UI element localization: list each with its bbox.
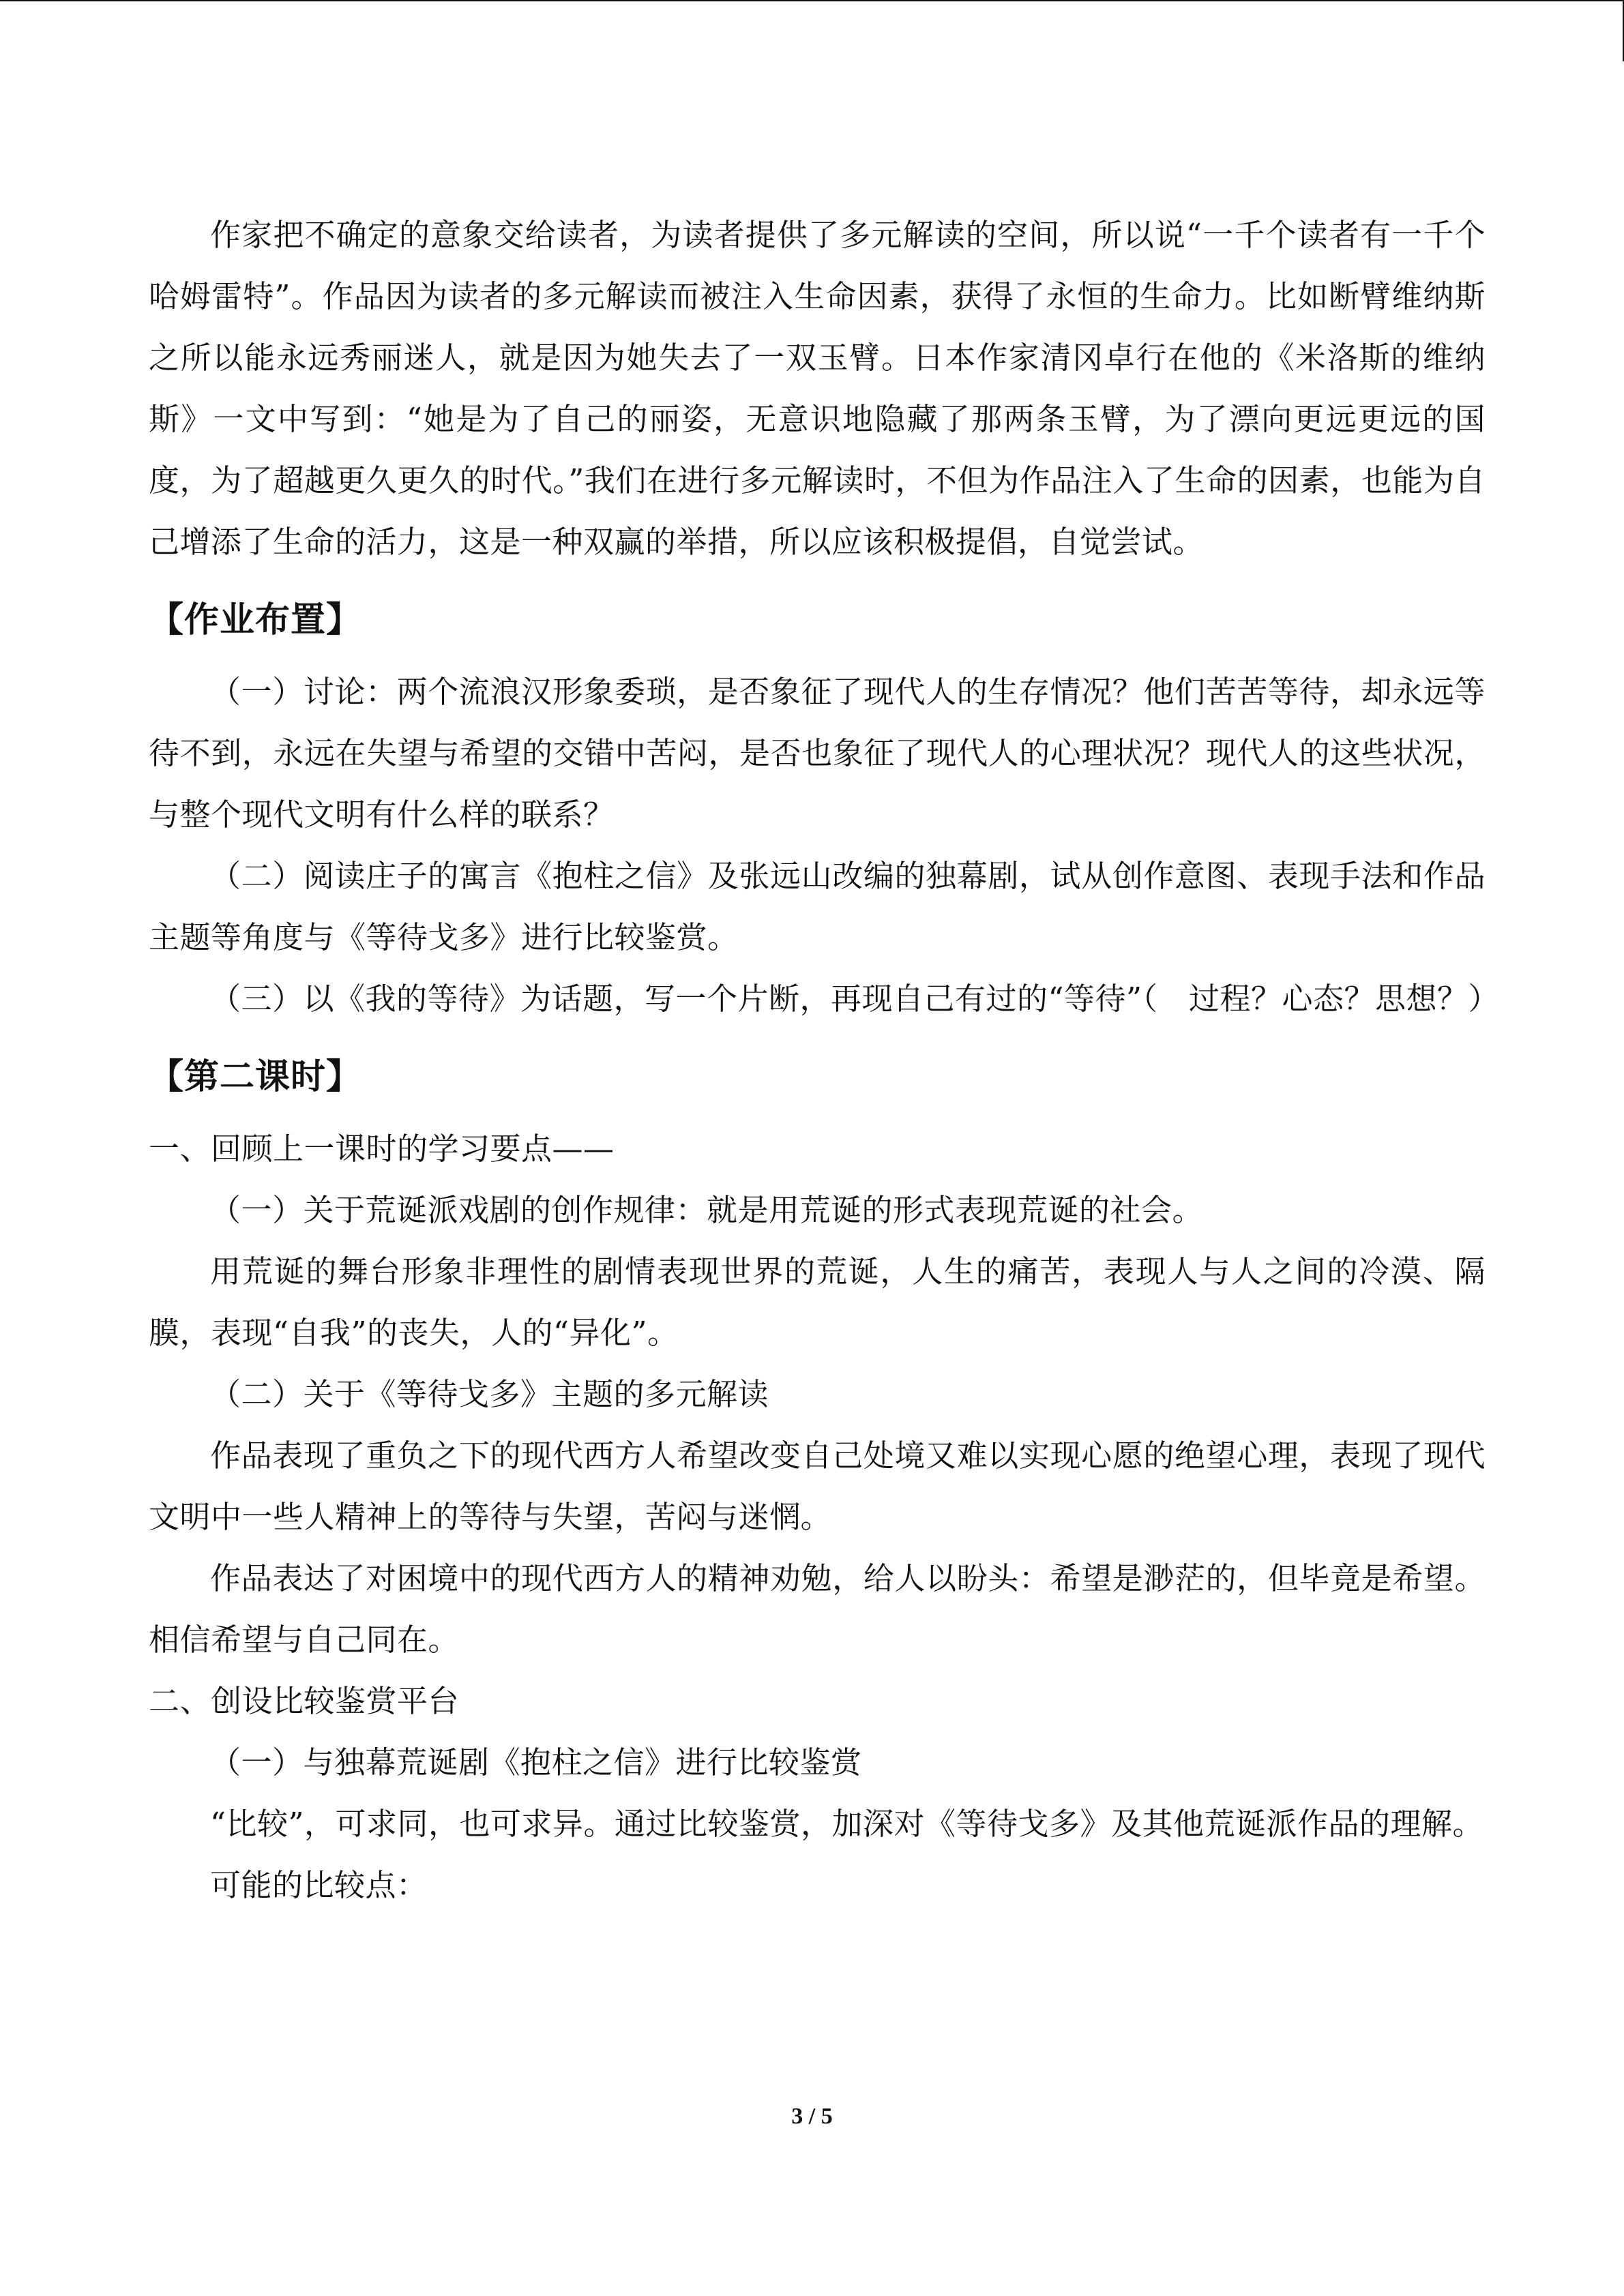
review-point-2-detail-1: 作品表现了重负之下的现代西方人希望改变自己处境又难以实现心愿的绝望心理，表现了现代文明中一些人精神上的等待与失望，苦闷与迷惘。 [149, 1437, 1486, 1535]
homework-item-1: （一）讨论：两个流浪汉形象委琐，是否象征了现代人的生存情况？他们苦苦等待，却永远等待不到，永远在失望与希望的交错中苦闷，是否也象征了现代人的心理状况？现代人的这些状况，与整个现代文明有什么样的联系？ [149, 674, 1486, 833]
intro-paragraph: 作家把不确定的意象交给读者，为读者提供了多元解读的空间，所以说“一千个读者有一千个哈姆雷特”。作品因为读者的多元解读而被注入生命因素，获得了永恒的生命力。比如断臂维纳斯之所以能永远秀丽迷人，就是因为她失去了一双玉臂。日本作家清冈卓行在他的《米洛斯的维纳斯》一文中写到：“她是为了自己的丽姿，无意识地隐藏了那两条玉臂，为了漂向更远更远的国度，为了超越更久更久的时代。”我们在进行多元解读时，不但为作品注入了生命的因素，也能为自己增添了生命的活力，这是一种双赢的举措，所以应该积极提倡，自觉尝试。 [149, 217, 1486, 560]
comparison-item-1-detail: “比较”，可求同，也可求异。通过比较鉴赏，加深对《等待戈多》及其他荒诞派作品的理解。 [210, 1806, 1484, 1842]
lesson2-heading: 【第二课时】 [149, 1057, 362, 1097]
homework-item-3: （三）以《我的等待》为话题，写一个片断，再现自己有过的“等待”（ 过程？心态？思想？） [210, 981, 1500, 1017]
homework-item-2: （二）阅读庄子的寓言《抱柱之信》及张远山改编的独幕剧，试从创作意图、表现手法和作品主题等角度与《等待戈多》进行比较鉴赏。 [149, 858, 1486, 955]
document-body [149, 205, 1500, 1916]
review-point-1-detail: 用荒诞的舞台形象非理性的剧情表现世界的荒诞，人生的痛苦，表现人与人之间的冷漠、隔膜，表现“自我”的丧失，人的“异化”。 [149, 1253, 1486, 1351]
review-point-2-detail-2: 作品表达了对困境中的现代西方人的精神劝勉，给人以盼头：希望是渺茫的，但毕竟是希望。相信希望与自己同在。 [149, 1560, 1486, 1658]
review-point-2: （二）关于《等待戈多》主题的多元解读 [210, 1376, 769, 1412]
review-point-1: （一）关于荒诞派戏剧的创作规律：就是用荒诞的形式表现荒诞的社会。 [210, 1192, 1204, 1228]
review-title: 一、回顾上一课时的学习要点—— [149, 1131, 615, 1167]
comparison-title: 二、创设比较鉴赏平台 [149, 1683, 460, 1719]
page-border-top [0, 0, 1623, 1]
page-number: 3 / 5 [791, 2104, 833, 2129]
comparison-item-1: （一）与独幕荒诞剧《抱柱之信》进行比较鉴赏 [210, 1744, 862, 1780]
homework-heading: 【作业布置】 [149, 600, 362, 640]
comparison-points-label: 可能的比较点： [210, 1867, 428, 1903]
